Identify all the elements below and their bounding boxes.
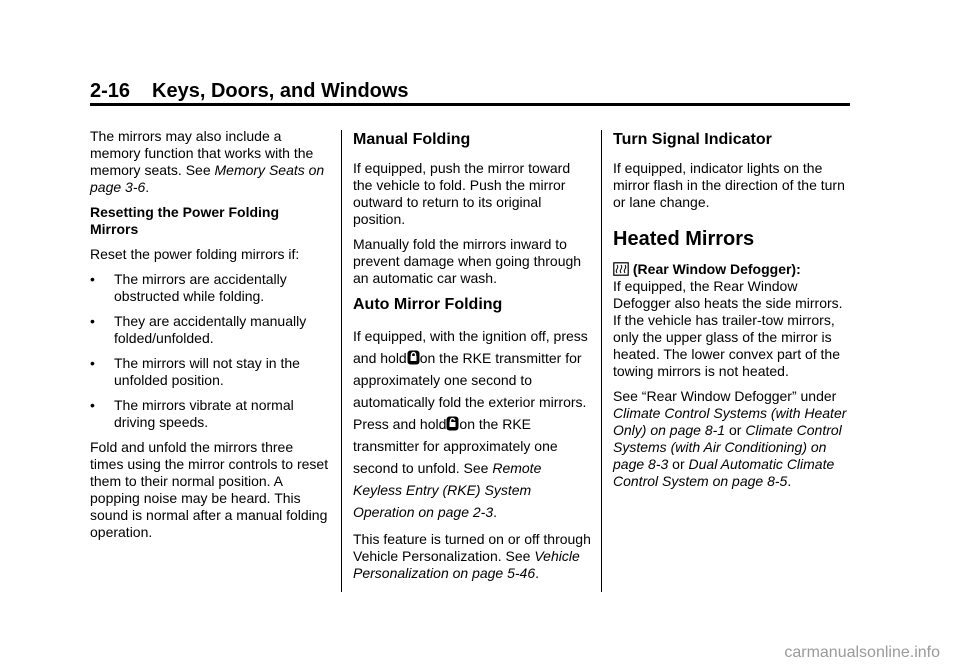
bullet-icon: • bbox=[90, 397, 95, 413]
reset-conditions-list bbox=[90, 271, 330, 431]
personalization-paragraph: This feature is turned on or off through Vehicle Personalization. See Vehicle Personalization on page 5-46. bbox=[353, 531, 591, 581]
memory-seats-reference[interactable]: Memory Seats on page 3-6 bbox=[90, 162, 325, 195]
bullet-icon: • bbox=[90, 271, 95, 287]
unlock-button-icon bbox=[446, 416, 459, 431]
lock-button-icon bbox=[407, 350, 420, 365]
list-item: • They are accidentally manually folded/unfolded. bbox=[90, 313, 307, 346]
page-header bbox=[90, 80, 409, 103]
car-wash-paragraph: Manually fold the mirrors inward to prevent damage when going through an automatic car wash. bbox=[353, 236, 582, 286]
column-divider bbox=[601, 130, 602, 592]
defogger-label: (Rear Window Defogger): bbox=[613, 261, 801, 277]
section-title: Keys, Doors, and Windows bbox=[152, 80, 409, 102]
column-1 bbox=[90, 128, 330, 549]
manual-folding-heading: Manual Folding bbox=[353, 131, 471, 148]
air-conditioning-reference[interactable]: Climate Control Systems (with Air Conditioning) on page 8-3 bbox=[613, 422, 842, 472]
dual-automatic-reference[interactable]: Dual Automatic Climate Control System on page 8-5 bbox=[613, 456, 835, 489]
page-number: 2-16 bbox=[90, 80, 131, 102]
watermark: carmanualsonline.info bbox=[784, 644, 940, 661]
rke-reference[interactable]: Remote Keyless Entry (RKE) System Operation on page 2-3 bbox=[353, 460, 542, 520]
turn-signal-paragraph: If equipped, indicator lights on the mirror flash in the direction of the turn or lane change. bbox=[613, 160, 845, 210]
defogger-paragraph: (Rear Window Defogger): If equipped, the Rear Window Defogger also heats the side mirrors. If the vehicle has trailer-tow mirrors, only the upper glass of the mirror is heated. The lower convex part of the towing mirrors is not heated. bbox=[613, 261, 843, 379]
heated-mirrors-heading: Heated Mirrors bbox=[613, 228, 755, 250]
column-divider bbox=[341, 130, 342, 592]
auto-folding-paragraph: If equipped, with the ignition off, press and hold on the RKE transmitter for approximately one second to automatically fold the exterior mirrors. Press and hold on the RKE transmitter for approximately one second to unfold. See Remote Keyless Entry (RKE) System Operation on page 2-3. bbox=[353, 328, 588, 520]
manual-folding-paragraph: If equipped, push the mirror toward the vehicle to fold. Push the mirror outward to return to its original position. bbox=[353, 160, 571, 227]
heater-only-reference[interactable]: Climate Control Systems (with Heater Only) on page 8-1 bbox=[613, 405, 847, 438]
column-2 bbox=[353, 130, 593, 590]
header-rule bbox=[90, 103, 850, 106]
bullet-icon: • bbox=[90, 313, 95, 329]
personalization-reference[interactable]: Vehicle Personalization on page 5-46 bbox=[353, 548, 580, 581]
auto-mirror-folding-heading: Auto Mirror Folding bbox=[353, 296, 503, 313]
memory-paragraph: The mirrors may also include a memory function that works with the memory seats. See Memory Seats on page 3-6. bbox=[90, 128, 325, 195]
resetting-subheading: Resetting the Power Folding Mirrors bbox=[90, 204, 280, 237]
rear-defogger-icon bbox=[613, 262, 629, 276]
list-item: • The mirrors are accidentally obstructed while folding. bbox=[90, 271, 287, 304]
bullet-icon: • bbox=[90, 355, 95, 371]
list-item: • The mirrors will not stay in the unfolded position. bbox=[90, 355, 300, 388]
reset-intro: Reset the power folding mirrors if: bbox=[90, 246, 300, 262]
see-also-paragraph: See “Rear Window Defogger” under Climate Control Systems (with Heater Only) on page 8-1 or Climate Control Systems (with Air Conditioning) on page 8-3 or Dual Automatic Climate Control System on page 8-5. bbox=[613, 388, 847, 489]
fold-unfold-paragraph: Fold and unfold the mirrors three times using the mirror controls to reset them to their normal position. A popping noise may be heard. This sound is normal after a manual folding operation. bbox=[90, 439, 329, 540]
turn-signal-heading: Turn Signal Indicator bbox=[613, 131, 772, 148]
list-item: • The mirrors vibrate at normal driving speeds. bbox=[90, 397, 294, 430]
column-3 bbox=[613, 130, 853, 498]
